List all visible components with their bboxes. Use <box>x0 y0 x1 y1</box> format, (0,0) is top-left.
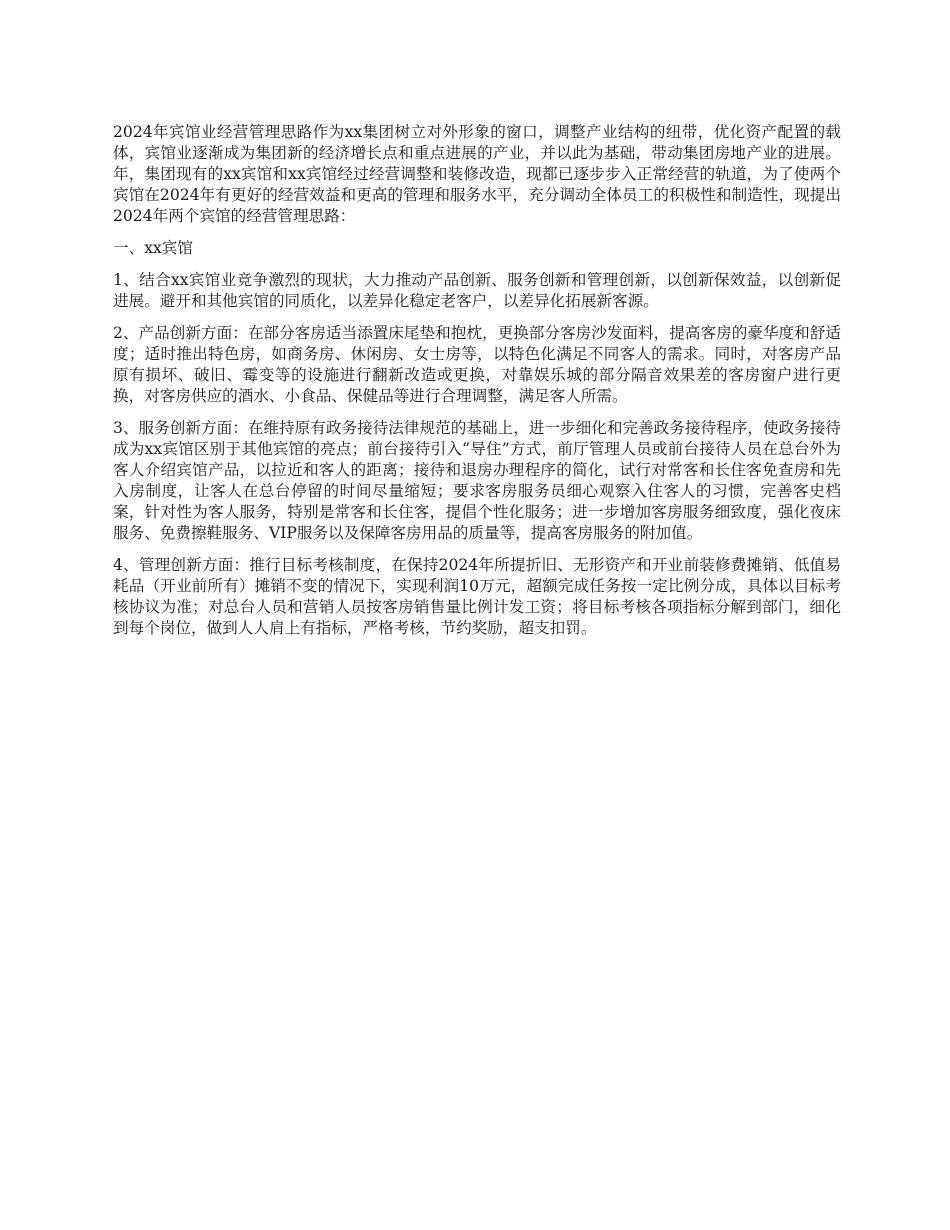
paragraph-4: 4、管理创新方面：推行目标考核制度，在保持2024年所提折旧、无形资产和开业前装修费摊销、低值易耗品（开业前所有）摊销不变的情况下，实现利润10万元，超额完成任务按一定比例分成，具体以目标考核协议为准；对总台人员和营销人员按客房销售量比例计发工资；将目标考核各项指标分解到部门，细化到每个岗位，做到人人肩上有指标，严格考核，节约奖励，超支扣罚。 <box>113 556 841 637</box>
paragraph-1: 1、结合xx宾馆业竞争激烈的现状，大力推动产品创新、服务创新和管理创新，以创新保效益，以创新促进展。避开和其他宾馆的同质化，以差异化稳定老客户，以差异化拓展新客源。 <box>113 271 841 310</box>
intro-paragraph: 2024年宾馆业经营管理思路作为xx集团树立对外形象的窗口，调整产业结构的纽带，优化资产配置的载体，宾馆业逐渐成为集团新的经济增长点和重点进展的产业，并以此为基础，带动集团房地产业的进展。年，集团现有的xx宾馆和xx宾馆经过经营调整和装修改造，现都已逐步步入正常经营的轨道，为了使两个宾馆在2024年有更好的经营效益和更高的管理和服务水平，充分调动全体员工的积极性和制造性，现提出2024年两个宾馆的经营管理思路： <box>113 123 841 225</box>
paragraph-2: 2、产品创新方面：在部分客房适当添置床尾垫和抱枕，更换部分客房沙发面料，提高客房的豪华度和舒适度；适时推出特色房，如商务房、休闲房、女士房等，以特色化满足不同客人的需求。同时，对客房产品原有损坏、破旧、霉变等的设施进行翻新改造或更换，对靠娱乐城的部分隔音效果差的客房窗户进行更换，对客房供应的酒水、小食品、保健品等进行合理调整，满足客人所需。 <box>113 324 841 405</box>
section-heading: 一、xx宾馆 <box>113 239 193 257</box>
paragraph-3: 3、服务创新方面：在维持原有政务接待法律规范的基础上，进一步细化和完善政务接待程序，使政务接待成为xx宾馆区别于其他宾馆的亮点；前台接待引入“导住”方式，前厅管理人员或前台接待人员在总台外为客人介绍宾馆产品，以拉近和客人的距离；接待和退房办理程序的简化，试行对常客和长住客免查房和先入房制度，让客人在总台停留的时间尽量缩短；要求客房服务员细心观察入住客人的习惯，完善客史档案，针对性为客人服务，特别是常客和长住客，提倡个性化服务；进一步增加客房服务细致度，强化夜床服务、免费擦鞋服务、VIP服务以及保障客房用品的质量等，提高客房服务的附加值。 <box>113 419 841 542</box>
document-page <box>113 122 841 650</box>
